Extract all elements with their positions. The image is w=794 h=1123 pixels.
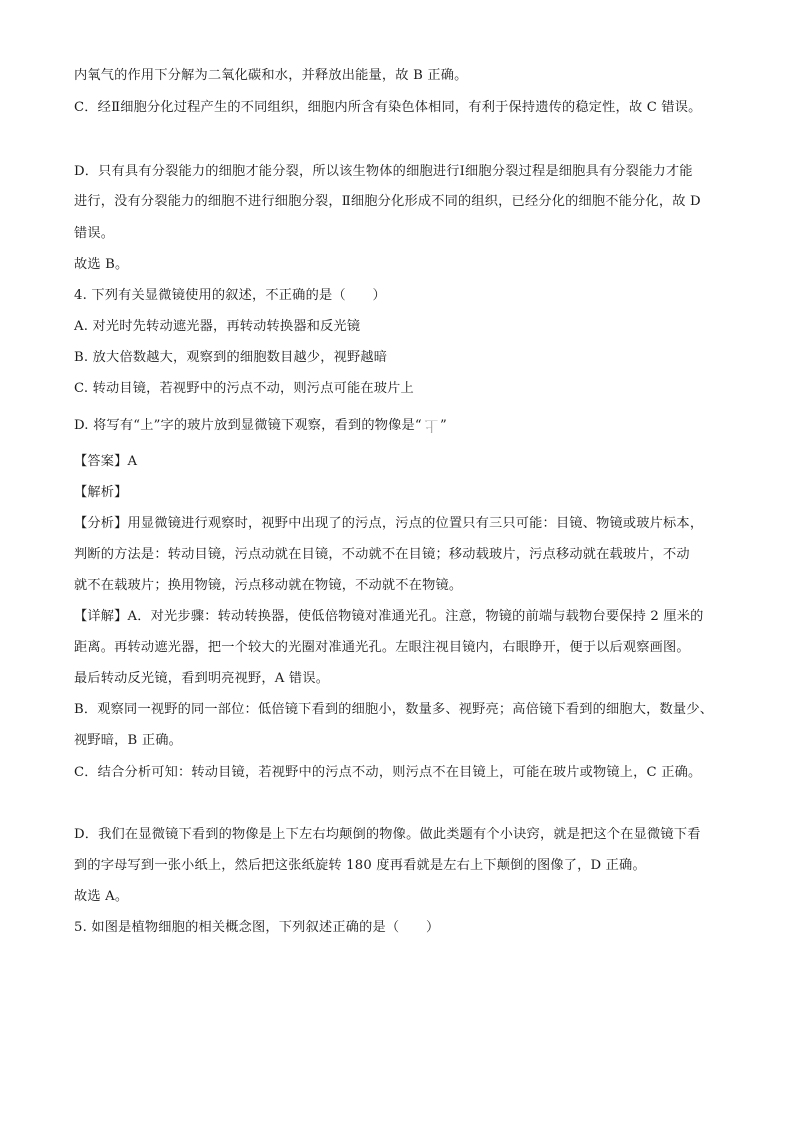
option-d-prefix: D. 将写有“上”字的玻片放到显微镜下观察，看到的物像是“ [74, 418, 422, 433]
option-b: B. 放大倍数越大，观察到的细胞数目越少，视野越暗 [74, 350, 388, 365]
option-c: C. 转动目镜，若视野中的污点不动，则污点可能在玻片上 [74, 381, 414, 396]
text-line: 内氧气的作用下分解为二氧化碳和水，并释放出能量，故 B 正确。 [74, 68, 468, 83]
text-line: 判断的方法是：转动目镜，污点动就在目镜，不动就不在目镜；移动载玻片，污点移动就在载玻片，不动 [74, 547, 690, 562]
text-line: D．我们在显微镜下看到的物像是上下左右均颠倒的物像。做此类题有个小诀窍，就是把这个在显微镜下看 [74, 827, 701, 842]
text-line: 到的字母写到一张小纸上，然后把这张纸旋转 180 度再看就是左右上下颠倒的图像了，D 正确。 [74, 858, 646, 873]
analysis-label: 【解析】 [74, 485, 128, 500]
text-line: C．经Ⅱ细胞分化过程产生的不同组织，细胞内所含有染色体相同，有利于保持遗传的稳定性，故 C 错误。 [74, 100, 702, 115]
text-line: 进行，没有分裂能力的细胞不进行细胞分裂，Ⅱ细胞分化形成不同的组织，已经分化的细胞不能分化，故 D [74, 194, 701, 209]
text-line: 距离。再转动遮光器，把一个较大的光圈对准通光孔。左眼注视目镜内，右眼睁开，便于以后观察画图。 [74, 640, 690, 655]
option-d [74, 415, 730, 436]
text-line: 【详解】A．对光步骤：转动转换器，使低倍物镜对准通光孔。注意，物镜的前端与载物台要保持 2 厘米的 [74, 609, 704, 624]
text-line: 最后转动反光镜，看到明亮视野，A 错误。 [74, 671, 330, 686]
question-5-stem: 5. 如图是植物细胞的相关概念图，下列叙述正确的是（ ） [74, 920, 440, 935]
text-line: C．结合分析可知：转动目镜，若视野中的污点不动，则污点不在目镜上，可能在玻片或物镜上，C 正确。 [74, 765, 702, 780]
text-line: 【分析】用显微镜进行观察时，视野中出现了的污点，污点的位置只有三只可能：目镜、物镜或玻片标本， [74, 516, 704, 531]
text-line: 视野暗，B 正确。 [74, 733, 182, 748]
text-line: 故选 A。 [74, 889, 129, 904]
answer-label: 【答案】A [74, 454, 138, 469]
text-line: D．只有具有分裂能力的细胞才能分裂，所以该生物体的细胞进行Ⅰ细胞分裂过程是细胞具有分裂能力才能 [74, 164, 693, 179]
inverted-character: 上 [423, 417, 439, 433]
option-d-suffix: ” [440, 418, 447, 433]
text-line: 错误。 [74, 226, 115, 241]
text-line: 故选 B。 [74, 257, 129, 272]
text-line: B．观察同一视野的同一部位：低倍镜下看到的细胞小，数量多、视野亮；高倍镜下看到的细胞大，数量少、 [74, 702, 714, 717]
text-line: 就不在载玻片；换用物镜，污点移动就在物镜，不动就不在物镜。 [74, 578, 463, 593]
option-a: A. 对光时先转动遮光器，再转动转换器和反光镜 [74, 319, 361, 334]
question-4-stem: 4. 下列有关显微镜使用的叙述，不正确的是（ ） [74, 288, 386, 303]
